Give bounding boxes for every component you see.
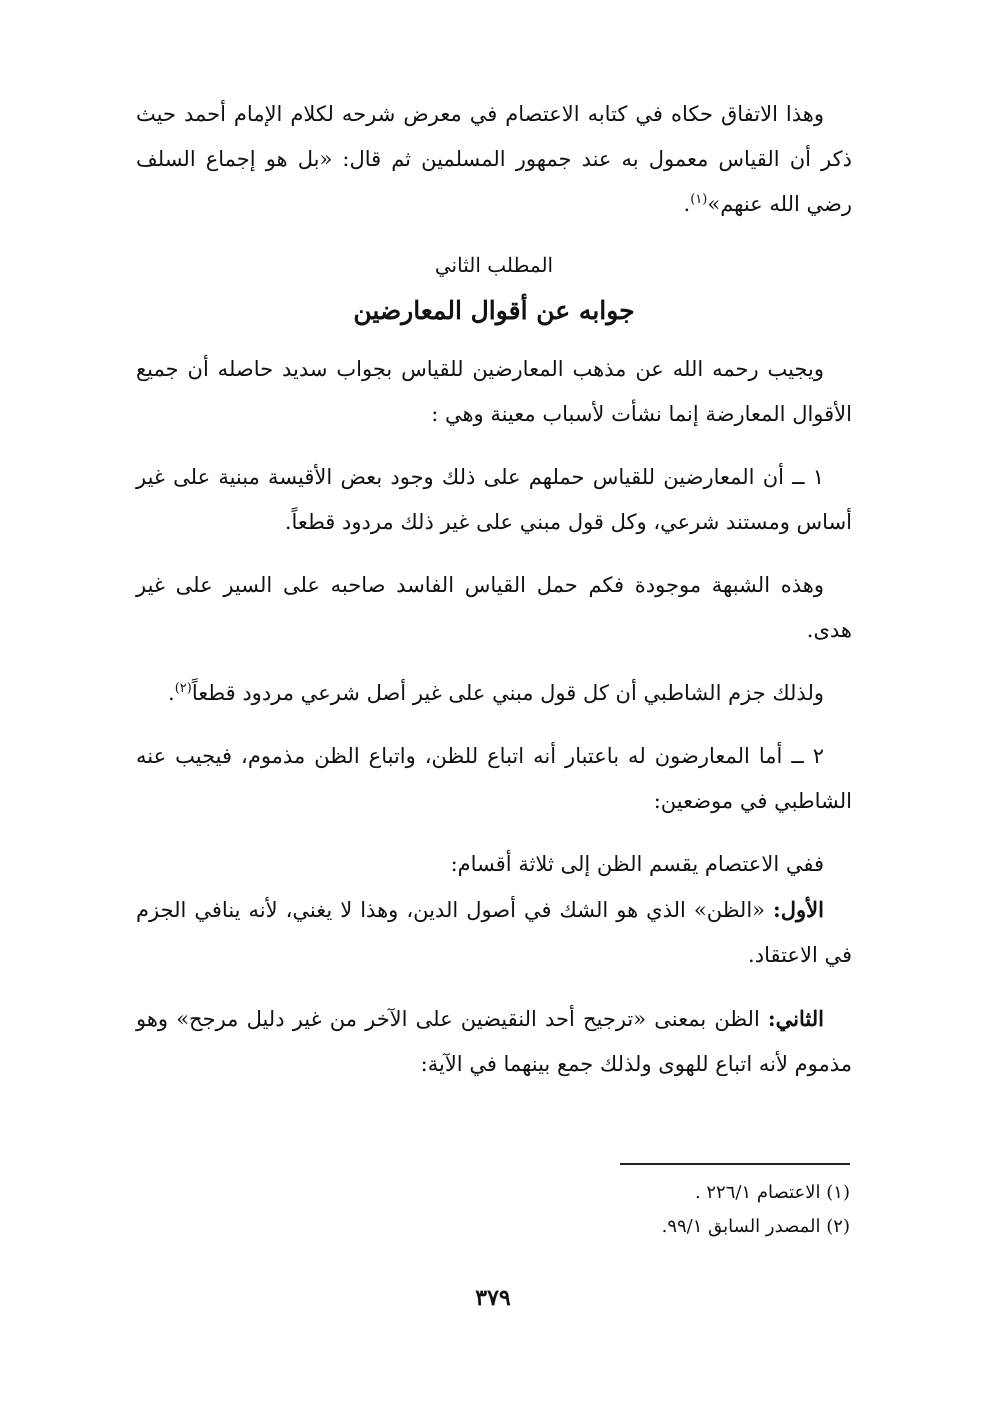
paragraph-1-text: وهذا الاتفاق حكاه في كتابه الاعتصام في معرض شرحه لكلام الإمام أحمد حيث ذكر أن القياس معمول به عند جمهور المسلمين ثم قال: «بل هو إجماع السلف رضي الله عنهم»: [136, 102, 852, 216]
paragraph-1-end: .: [683, 192, 691, 216]
paragraph-9-text: الظن بمعنى «ترجيح أحد النقيضين على الآخر من غير دليل مرجح» وهو مذموم لأنه اتباع للهوى ولذلك جمع بينهما في الآية:: [136, 1007, 852, 1076]
footnotes: [134, 1176, 850, 1244]
paragraph-9-label: الثاني:: [767, 1006, 824, 1031]
paragraph-4: وهذه الشبهة موجودة فكم حمل القياس الفاسد صاحبه على السير على غير هدى.: [136, 573, 852, 642]
footnote-1: (١) الاعتصام ٢٢٦/١ .: [694, 1182, 850, 1203]
paragraph-5-end: .: [168, 681, 175, 705]
paragraph-7: ففي الاعتصام يقسم الظن إلى ثلاثة أقسام:: [450, 852, 824, 876]
paragraph-9: [136, 996, 852, 1087]
paragraph-1: [136, 92, 852, 227]
paragraph-3: ١ ــ أن المعارضين للقياس حملهم على ذلك وجود بعض الأقيسة مبنية على غير أساس ومستند شرعي، وكل قول مبني على غير ذلك مردود قطعاً.: [136, 465, 852, 534]
page-body: [136, 92, 852, 1087]
paragraph-5: [136, 671, 852, 716]
paragraph-5-text: ولذلك جزم الشاطبي أن كل قول مبني على غير أصل شرعي مردود قطعاً: [191, 681, 824, 705]
section-subtitle: المطلب الثاني: [434, 253, 554, 277]
paragraph-6: ٢ ــ أما المعارضون له باعتبار أنه اتباع للظن، واتباع الظن مذموم، فيجيب عنه الشاطبي في موضعين:: [136, 744, 852, 813]
footnote-2: (٢) المصدر السابق ٩٩/١.: [661, 1216, 850, 1237]
footnote-ref-1[interactable]: (١): [690, 192, 708, 207]
page-number: ٣٧٩: [475, 1285, 511, 1311]
paragraph-8-label: الأول:: [773, 897, 824, 922]
section-title: جوابه عن أقوال المعارضين: [353, 296, 635, 325]
footnote-divider: [620, 1163, 850, 1165]
paragraph-8-text: «الظن» الذي هو الشك في أصول الدين، وهذا لا يغني، لأنه ينافي الجزم في الاعتقاد.: [136, 898, 852, 967]
paragraph-8: [136, 887, 852, 978]
footnote-ref-2[interactable]: (٢): [174, 681, 192, 696]
paragraph-2: ويجيب رحمه الله عن مذهب المعارضين للقياس بجواب سديد حاصله أن جميع الأقوال المعارضة إنما نشأت لأسباب معينة وهي :: [136, 357, 852, 426]
